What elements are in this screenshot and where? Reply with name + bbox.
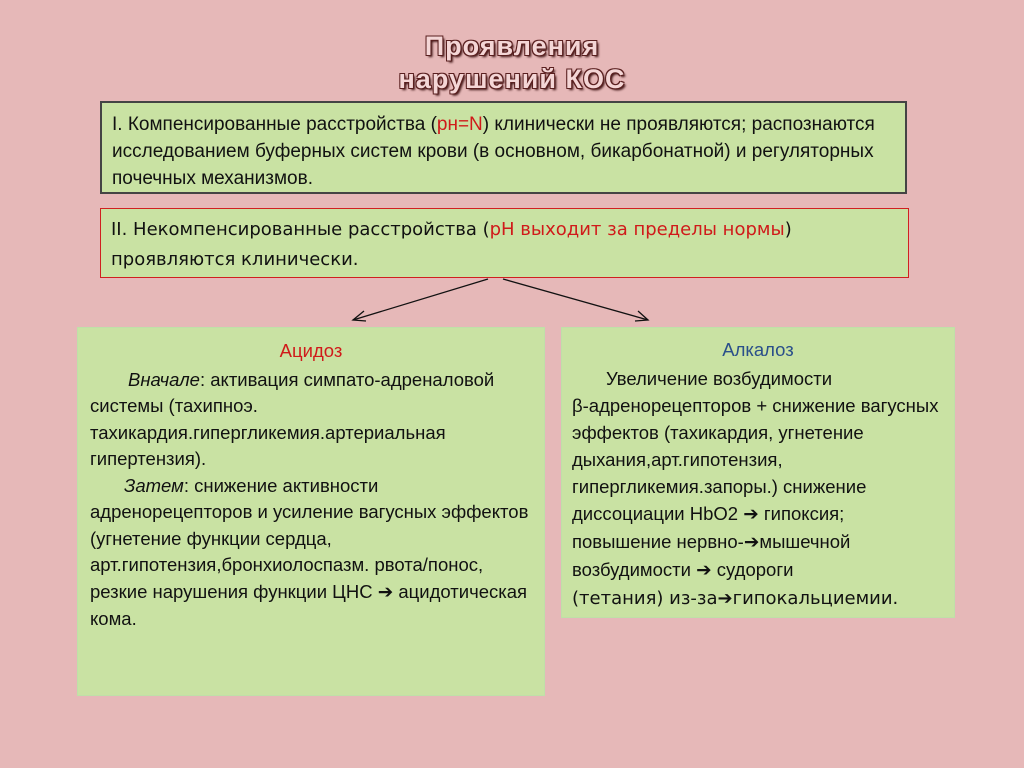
alkalosis-body: [572, 365, 944, 612]
compensated-prefix: I. Компенсированные расстройства (: [112, 114, 437, 135]
acidosis-first-label: Вначале: [128, 368, 200, 390]
arrow-head-alkalosis: [635, 311, 648, 321]
alkalosis-text3: мышечной возбудимости: [572, 531, 851, 580]
uncompensated-prefix: II. Некомпенсированные расстройства (: [111, 219, 490, 240]
acidosis-first-cont: тахикардия.гипергликемия.артериальная гипертензия).: [90, 421, 446, 469]
alkalosis-text6: гипокальциемии.: [732, 588, 899, 609]
acidosis-then-text: : снижение активности адренорецепторов и усиление вагусных эффектов (угнетение функции сердца, арт.гипотензия,бронхиолоспазм. рвота/понос, резкие нарушения функции ЦНС: [90, 474, 529, 602]
uncompensated-suffix: ) проявляются клинически.: [111, 219, 792, 270]
alkalosis-text4: судороги: [716, 559, 794, 580]
acidosis-then-label: Затем: [124, 474, 184, 496]
compensated-box: [100, 101, 907, 194]
title-line-2: нарушений КОС: [398, 64, 626, 94]
compensated-suffix: ) клинически не проявляются; распознаются исследованием буферных систем крови (в основном, бикарбонатной) и регуляторных почечных механизмов.: [112, 114, 875, 189]
uncompensated-box: [100, 208, 909, 278]
alkalosis-text2: гипоксия; повышение нервно-: [572, 503, 845, 552]
acidosis-first-text: : активация симпато-адреналовой системы (тахипноэ.: [90, 368, 495, 416]
arrow-right-icon: ➔: [696, 560, 712, 581]
uncompensated-ph: pH выходит за пределы нормы: [489, 219, 785, 240]
arrow-right-icon: ➔: [717, 588, 733, 609]
arrow-to-acidosis: [353, 279, 488, 320]
acidosis-first: [90, 367, 532, 473]
alkalosis-box: [561, 327, 955, 618]
arrow-right-icon: ➔: [743, 504, 759, 525]
alkalosis-text5: (тетания) из-за: [572, 588, 718, 609]
slide-title: [0, 30, 1024, 96]
arrow-right-icon: ➔: [743, 532, 760, 553]
title-line-1: Проявления: [424, 31, 600, 61]
acidosis-heading: Ацидоз: [279, 340, 343, 361]
alkalosis-heading: Алкалоз: [722, 339, 794, 360]
alkalosis-text1: β-адренорецепторов + снижение вагусных эффектов (тахикардия, угнетение дыхания,арт.гипотензия, гипергликемия.запоры.) снижение диссоциации HbO2: [572, 395, 939, 524]
acidosis-box: [77, 327, 545, 696]
arrow-head-acidosis: [353, 311, 366, 321]
compensated-ph: рн=N: [436, 114, 483, 135]
alkalosis-line1: Увеличение возбудимости: [606, 368, 833, 389]
acidosis-end-text: ацидотическая кома.: [90, 580, 528, 629]
arrow-right-icon: ➔: [377, 581, 394, 603]
arrow-to-alkalosis: [503, 279, 648, 320]
acidosis-then: [90, 473, 532, 633]
